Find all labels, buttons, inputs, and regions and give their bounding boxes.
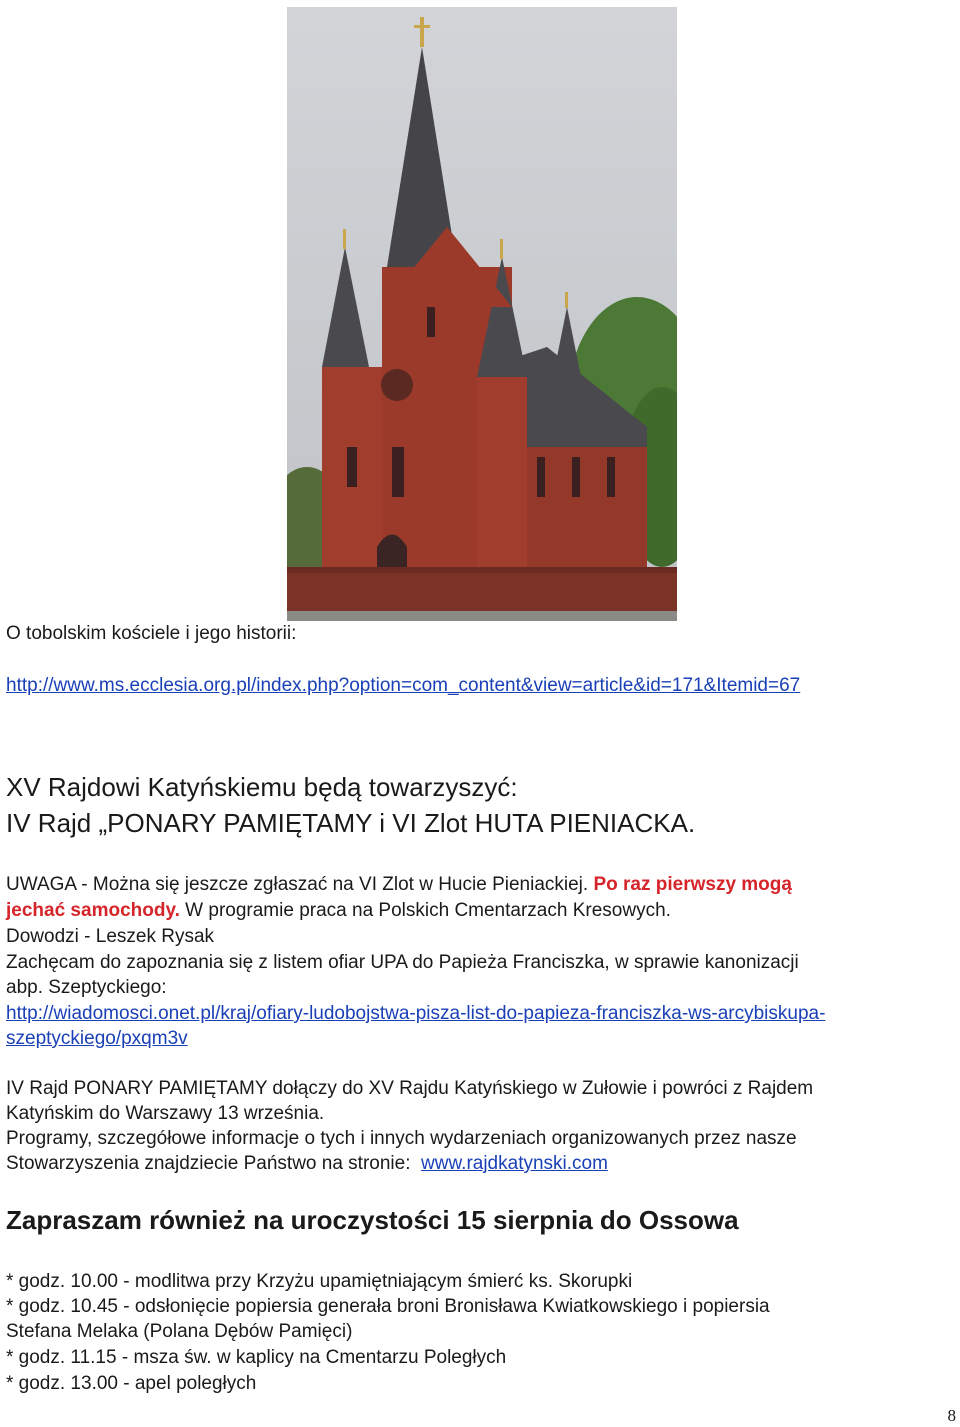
page-number: 8 [947, 1406, 956, 1425]
notice-text: UWAGA - Można się jeszcze zgłaszać na VI Zlot w Hucie Pieniackiej. [6, 874, 594, 895]
invite-line2: abp. Szeptyckiego: [6, 977, 167, 998]
rally-heading-line1: XV Rajdowi Katyńskiemu będą towarzyszyć: [6, 772, 518, 802]
rally-line3: Programy, szczegółowe informacje o tych i innych wydarzeniach organizowanych przez nasze [6, 1128, 797, 1149]
schedule-item: * godz. 10.00 - modlitwa przy Krzyżu upamiętniającym śmierć ks. Skorupki [6, 1271, 633, 1292]
church-photo [287, 7, 677, 621]
schedule-item: * godz. 10.45 - odsłonięcie popiersia generała broni Bronisława Kwiatkowskiego i popiersia [6, 1296, 770, 1317]
onet-link-line1[interactable]: http://wiadomosci.onet.pl/kraj/ofiary-ludobojstwa-pisza-list-do-papieza-franciszka-ws-arcybiskupa- [6, 1003, 826, 1024]
invite-line1: Zachęcam do zapoznania się z listem ofiar UPA do Papieża Franciszka, w sprawie kanonizacji [6, 952, 799, 973]
ossow-heading: Zapraszam również na uroczystości 15 sierpnia do Ossowa [6, 1205, 739, 1235]
church-history-link[interactable]: http://www.ms.ecclesia.org.pl/index.php?option=com_content&view=article&id=171&Itemid=67 [6, 675, 801, 696]
notice-line2 [6, 899, 671, 923]
rally-line2: Katyńskim do Warszawy 13 września. [6, 1103, 325, 1124]
rally-heading-line2: IV Rajd „PONARY PAMIĘTAMY i VI Zlot HUTA PIENIACKA. [6, 808, 696, 838]
notice-highlight-cont: jechać samochody. [6, 900, 180, 921]
rajdkatynski-link[interactable]: www.rajdkatynski.com [421, 1153, 608, 1174]
notice-highlight: Po raz pierwszy mogą [593, 874, 792, 895]
notice-line1 [6, 873, 792, 897]
rally-site-label: Stowarzyszenia znajdziecie Państwo na stronie: [6, 1153, 411, 1174]
church-icon [287, 7, 677, 621]
onet-link-line2[interactable]: szeptyckiego/pxqm3v [6, 1028, 188, 1049]
intro-text: O tobolskim kościele i jego historii: [6, 623, 297, 644]
schedule-item: Stefana Melaka (Polana Dębów Pamięci) [6, 1321, 353, 1342]
leader-text: Dowodzi - Leszek Rysak [6, 926, 215, 947]
rally-line4 [6, 1152, 608, 1176]
schedule-item: * godz. 13.00 - apel poległych [6, 1373, 257, 1394]
rally-line1: IV Rajd PONARY PAMIĘTAMY dołączy do XV Rajdu Katyńskiego w Zułowie i powróci z Rajdem [6, 1078, 814, 1099]
notice-program: W programie praca na Polskich Cmentarzach Kresowych. [179, 900, 671, 921]
schedule-item: * godz. 11.15 - msza św. w kaplicy na Cmentarzu Poległych [6, 1347, 507, 1368]
